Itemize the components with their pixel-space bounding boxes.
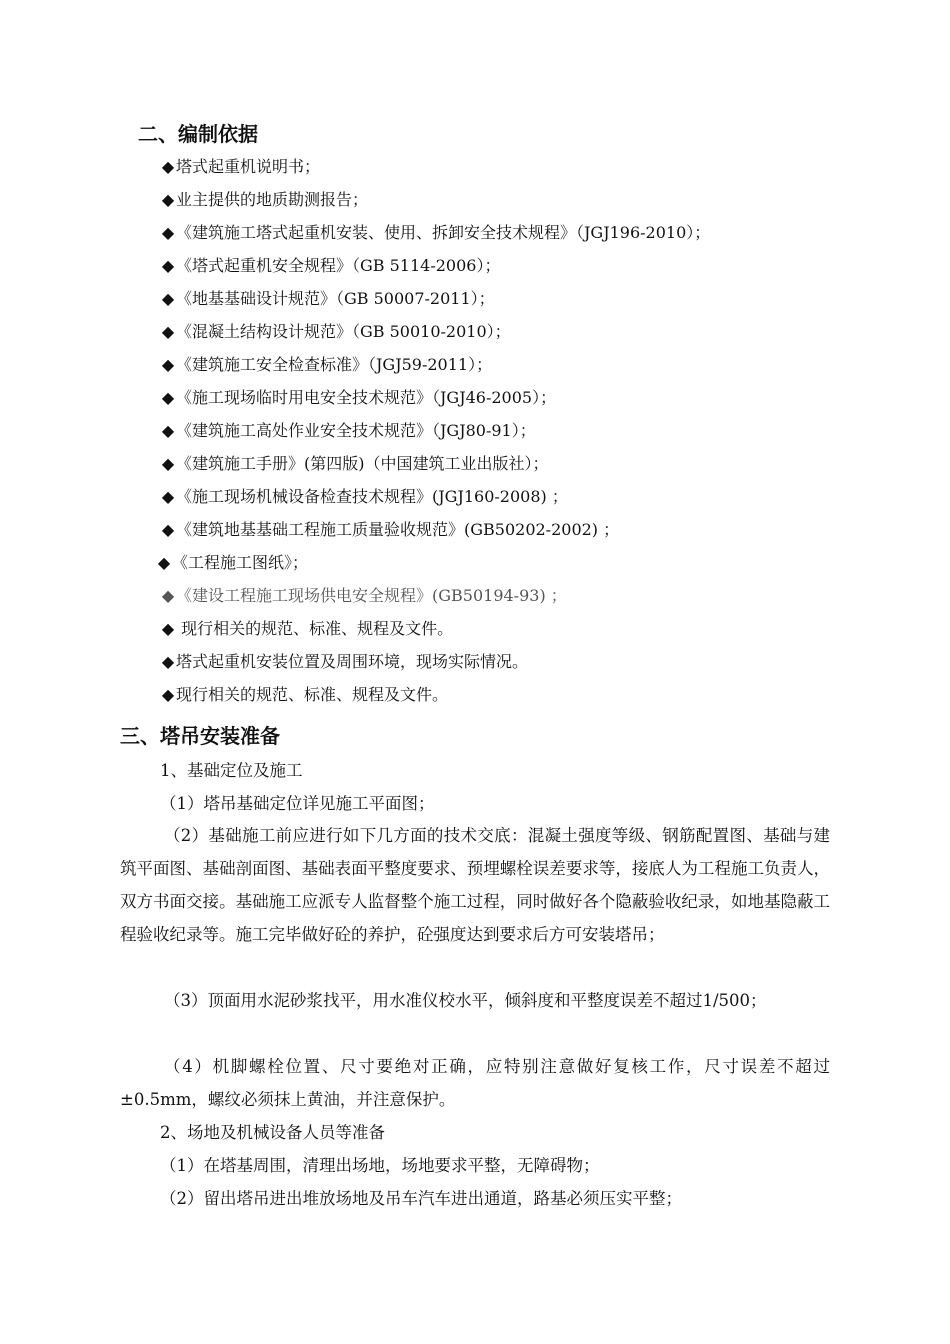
list-item: ◆ 《施工现场临时用电安全技术规范》（JGJ46-2005）；: [161, 388, 557, 407]
list-item: ◆ 现行相关的规范、标准、规程及文件。: [161, 685, 449, 704]
diamond-bullet-icon: ◆: [161, 388, 175, 407]
diamond-bullet-icon: ◆: [161, 223, 175, 242]
list-item: ◆ 《建筑施工手册》(第四版)（中国建筑工业出版社）；: [161, 454, 549, 473]
diamond-bullet-icon: ◆: [161, 487, 175, 506]
diamond-bullet-icon: ◆: [161, 256, 175, 275]
diamond-bullet-icon: ◆: [161, 619, 175, 638]
diamond-bullet-icon: ◆: [161, 322, 175, 341]
diamond-bullet-icon: ◆: [161, 157, 175, 176]
diamond-bullet-icon: ◆: [161, 190, 175, 209]
diamond-bullet-icon: ◆: [161, 652, 175, 671]
paragraph: （2）留出塔吊进出堆放场地及吊车汽车进出通道，路基必须压实平整；: [160, 1189, 682, 1208]
paragraph: （1）在塔基周围，清理出场地，场地要求平整，无障碍物；: [160, 1156, 600, 1175]
diamond-bullet-icon: ◆: [161, 520, 175, 539]
diamond-bullet-icon: ◆: [161, 289, 175, 308]
list-item: ◆ 现行相关的规范、标准、规程及文件。: [161, 619, 454, 638]
list-item: ◆ 《建筑施工塔式起重机安装、使用、拆卸安全技术规程》（JGJ196-2010）；: [161, 223, 711, 242]
section-3-heading: 三、塔吊安装准备: [120, 724, 280, 748]
list-item: ◆ 《混凝土结构设计规范》（GB 50010-2010）；: [161, 322, 511, 341]
subsection-2-title: 2、场地及机械设备人员等准备: [160, 1123, 385, 1142]
diamond-bullet-icon: ◆: [161, 685, 175, 704]
diamond-bullet-icon: ◆: [161, 355, 175, 374]
paragraph: （1）塔吊基础定位详见施工平面图；: [160, 794, 435, 813]
paragraph: （3）顶面用水泥砂浆找平，用水准仪校水平，倾斜度和平整度误差不超过1/500；: [164, 991, 767, 1010]
list-item: ◆ 塔式起重机安装位置及周围环境，现场实际情况。: [161, 652, 529, 671]
diamond-bullet-icon: ◆: [161, 421, 175, 440]
list-item: ◆ 《建设工程施工现场供电安全规程》(GB50194-93) ；: [161, 586, 567, 605]
subsection-1-title: 1、基础定位及施工: [160, 761, 303, 780]
paragraph: （2）基础施工前应进行如下几方面的技术交底：混凝土强度等级、钢筋配置图、基础与建筑平面图、基础剖面图、基础表面平整度要求、预埋螺栓误差要求等，接底人为工程施工负责人，双方书面交接。基础施工应派专人监督整个施工过程，同时做好各个隐蔽验收纪录，如地基隐蔽工程验收纪录等。施工完毕做好砼的养护，砼强度达到要求后方可安装塔吊；: [120, 826, 830, 944]
list-item: ◆ 《建筑地基基础工程施工质量验收规范》(GB50202-2002) ；: [161, 520, 620, 539]
list-item: ◆ 《施工现场机械设备检查技术规程》(JGJ160-2008) ；: [161, 487, 568, 506]
list-item: ◆ 《建筑施工高处作业安全技术规范》（JGJ80-91）；: [161, 421, 536, 440]
list-item: ◆ 业主提供的地质勘测报告；: [161, 190, 369, 209]
diamond-bullet-icon: ◆: [157, 553, 171, 572]
section-2-heading: 二、编制依据: [138, 122, 258, 146]
list-item: ◆ 《工程施工图纸》；: [157, 553, 309, 572]
list-item: ◆ 塔式起重机说明书；: [161, 157, 321, 176]
list-item: ◆ 《塔式起重机安全规程》（GB 5114-2006）；: [161, 256, 501, 275]
diamond-bullet-icon: ◆: [161, 454, 175, 473]
list-item: ◆ 《建筑施工安全检查标准》（JGJ59-2011）；: [161, 355, 493, 374]
paragraph: （4）机脚螺栓位置、尺寸要绝对正确，应特别注意做好复核工作，尺寸误差不超过±0.5mm，螺纹必须抹上黄油，并注意保护。: [120, 1057, 830, 1109]
list-item: ◆ 《地基基础设计规范》（GB 50007-2011）；: [161, 289, 495, 308]
diamond-bullet-icon: ◆: [161, 586, 175, 605]
